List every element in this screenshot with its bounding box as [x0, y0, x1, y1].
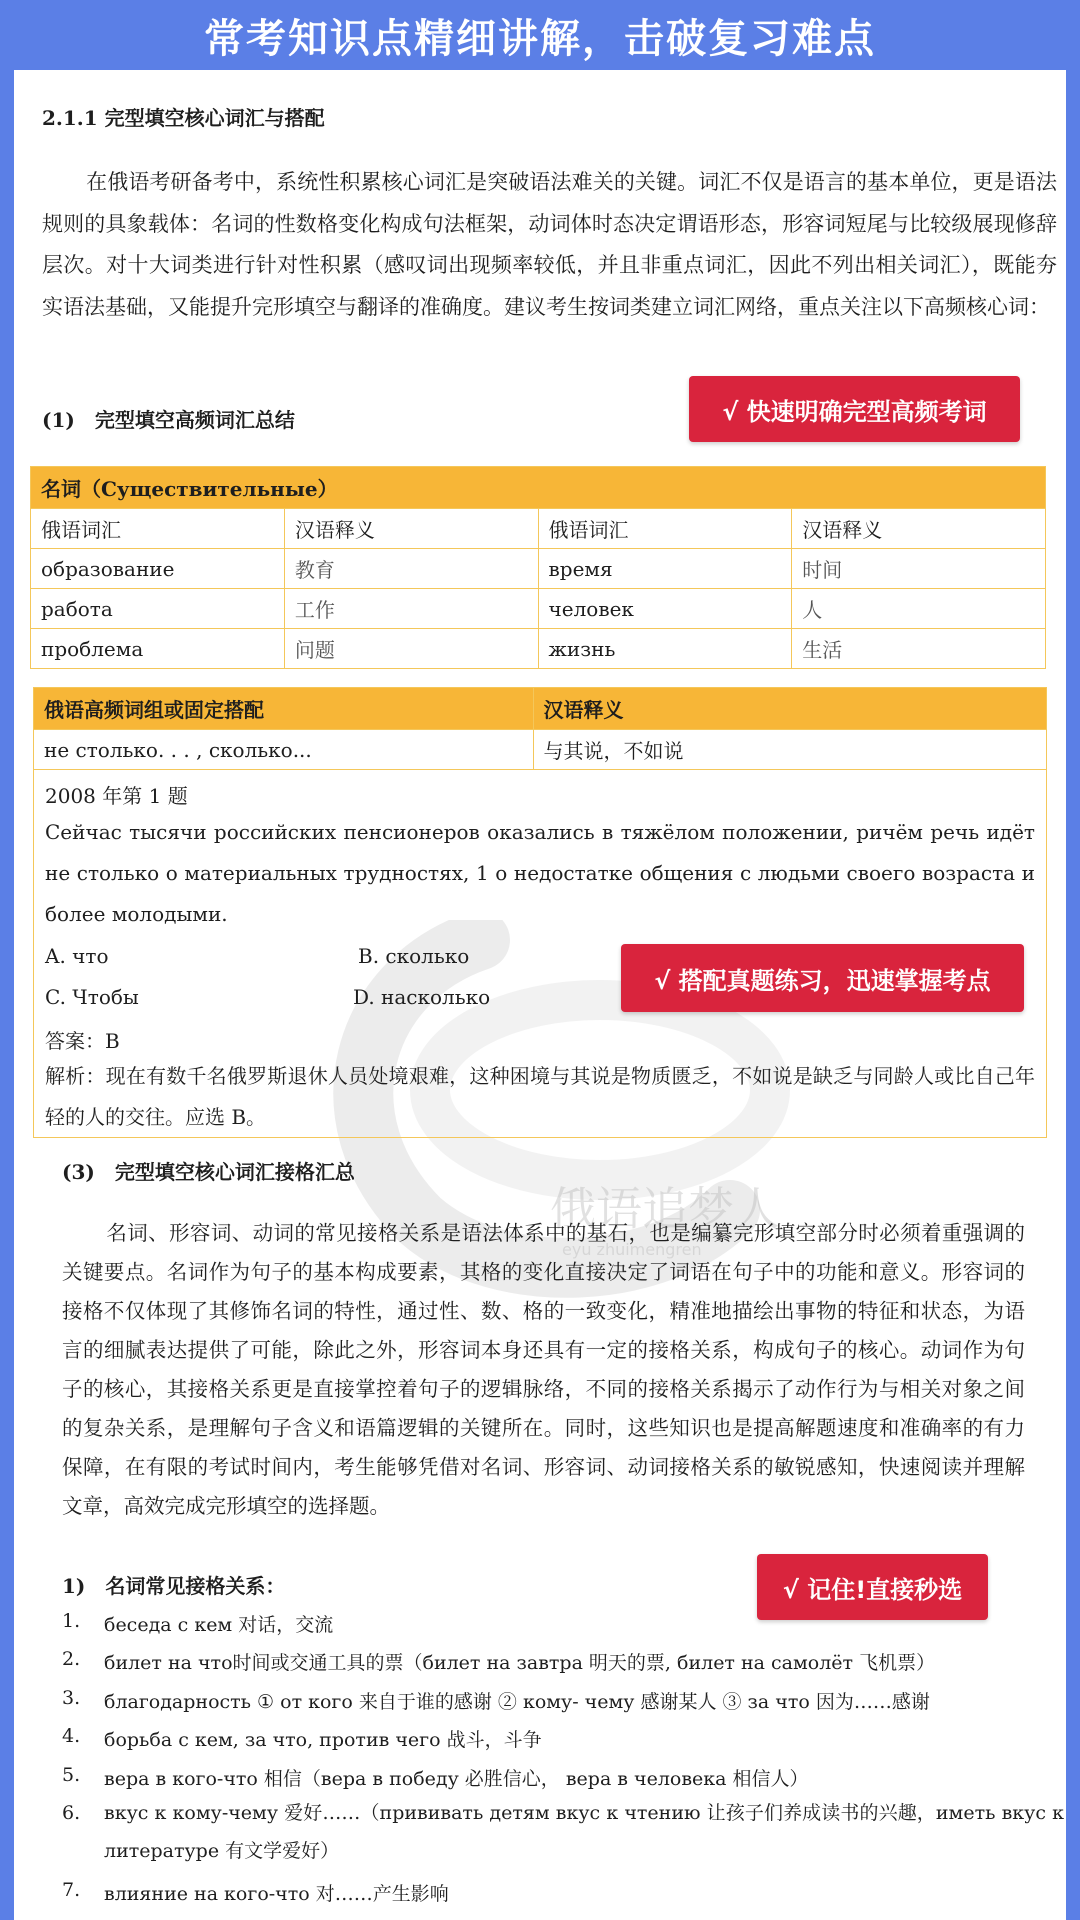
- case-paragraph: [62, 1214, 1025, 1526]
- table-row: [34, 730, 1047, 770]
- cell-chinese: 工作: [284, 589, 538, 629]
- answer-text: 答案：B: [45, 1029, 120, 1053]
- cell-chinese: 时间: [792, 549, 1046, 589]
- case-text: 名词、形容词、动词的常见接格关系是语法体系中的基石，也是编纂完形填空部分时必须着重强调的关键要点。名词作为句子的基本构成要素，其格的变化直接决定了词语在句子中的功能和意义。形容词的接格不仅体现了其修饰名词的特性，通过性、数、格的一致变化，精准地描绘出事物的特征和状态，为语言的细腻表达提供了可能，除此之外，形容词本身还具有一定的接格关系，构成句子的核心。动词作为句子的核心，其接格关系更是直接掌控着句子的逻辑脉络，不同的接格关系揭示了动作行为与相关对象之间的复杂关系，是理解句子含义和语篇逻辑的关键所在。同时，这些知识也是提高解题速度和准确率的有力保障，在有限的考试时间内，考生能够凭借对名词、形容词、动词接格关系的敏锐感知，快速阅读并理解文章，高效完成完形填空的选择题。: [62, 1221, 1025, 1518]
- badge-high-frequency: √ 快速明确完型高频考词: [689, 376, 1020, 442]
- subsection-heading-1: (1) 完型填空高频词汇总结: [42, 408, 295, 432]
- cell-russian: человек: [538, 589, 792, 629]
- col-header: 汉语释义: [284, 509, 538, 549]
- list-item: [62, 1802, 1064, 1878]
- option-d: D. насколько: [353, 985, 491, 1009]
- item-number: 5.: [62, 1764, 81, 1786]
- analysis-text: 解析：现在有数千名俄罗斯退休人员处境艰难，这种困境与其说是物质匮乏，不如说是缺乏与同龄人或比自己年轻的人的交往。应选 B。: [45, 1064, 1035, 1129]
- cell-russian: образование: [31, 549, 285, 589]
- col-header: 俄语词汇: [31, 509, 285, 549]
- cell-chinese: 问题: [284, 629, 538, 669]
- item-text: вера в кого-что 相信（вера в победу 必胜信心， вера в человека 相信人）: [104, 1768, 809, 1790]
- col-header: 汉语释义: [792, 509, 1046, 549]
- question-text: Сейчас тысячи российских пенсионеров оказались в тяжёлом положении, ричём речь идёт не столько о материальных трудностях, 1 о недостатке общения с людьми своего возраста и более молодыми.: [45, 820, 1035, 926]
- phrase-table: [33, 687, 1047, 770]
- option-a: A. что: [45, 944, 109, 968]
- subsection-heading-3: (3) 完型填空核心词汇接格汇总: [62, 1160, 355, 1184]
- option-c: C. Чтобы: [45, 985, 139, 1009]
- watermark-text: 俄语追梦人: [550, 1182, 780, 1236]
- list-item: [62, 1725, 1042, 1755]
- cell-chinese: 教育: [284, 549, 538, 589]
- noun-vocab-table: [30, 466, 1046, 669]
- noun-cases-heading: 1) 名词常见接格关系：: [62, 1574, 286, 1598]
- item-number: 7.: [62, 1879, 81, 1901]
- list-item: [62, 1648, 1042, 1678]
- noun-table-title-row: [31, 467, 1046, 509]
- intro-paragraph: [42, 162, 1057, 328]
- noun-table-header-row: [31, 509, 1046, 549]
- intro-text: 在俄语考研备考中，系统性积累核心词汇是突破语法难关的关键。词汇不仅是语言的基本单位，更是语法规则的具象载体：名词的性数格变化构成句法框架，动词体时态决定谓语形态，形容词短尾与比较级展现修辞层次。对十大词类进行针对性积累（感叹词出现频率较低，并且非重点词汇，因此不列出相关词汇），既能夯实语法基础，又能提升完形填空与翻译的准确度。建议考生按词类建立词汇网络，重点关注以下高频核心词：: [42, 170, 1057, 319]
- item-number: 4.: [62, 1725, 81, 1747]
- item-text: влияние на кого-что 对……产生影响: [104, 1883, 449, 1905]
- item-number: 3.: [62, 1687, 81, 1709]
- badge-memorize: √ 记住!直接秒选: [757, 1554, 988, 1620]
- item-text: билет на что时间或交通工具的票（билет на завтра 明天的票, билет на самолёт 飞机票）: [104, 1652, 936, 1674]
- cell-russian: время: [538, 549, 792, 589]
- cell-chinese: 人: [792, 589, 1046, 629]
- noun-table-title: 名词（Существительные）: [31, 467, 1046, 509]
- cell-russian: не столько. . . , сколько...: [34, 730, 534, 770]
- item-text: благодарность ① от кого 来自于谁的感谢 ② кому- чему 感谢某人 ③ за что 因为……感谢: [104, 1691, 930, 1713]
- cell-russian: проблема: [31, 629, 285, 669]
- item-number: 1.: [62, 1610, 81, 1632]
- col-header: 俄语词汇: [538, 509, 792, 549]
- watermark-pinyin: eyu zhuimengren: [562, 1240, 702, 1259]
- item-number: 2.: [62, 1648, 81, 1670]
- header-banner: [0, 0, 1080, 70]
- item-text: вкус к кому-чему 爱好……（прививать детям вкус к чтению 让孩子们养成读书的兴趣，иметь вкус к литературе 有文学爱好）: [104, 1802, 1064, 1862]
- phrase-table-header-row: [34, 688, 1047, 730]
- option-b: B. сколько: [358, 944, 470, 968]
- banner-title: 常考知识点精细讲解，击破复习难点: [204, 15, 876, 62]
- list-item: [62, 1879, 1042, 1909]
- list-item: [62, 1764, 1042, 1794]
- cell-chinese: 生活: [792, 629, 1046, 669]
- col-header: 汉语释义: [533, 688, 1046, 730]
- cell-chinese: 与其说，不如说: [533, 730, 1046, 770]
- item-text: борьба с кем, за что, против чего 战斗，斗争: [104, 1729, 542, 1751]
- item-number: 6.: [62, 1802, 81, 1824]
- item-text: беседа с кем 对话，交流: [104, 1614, 334, 1636]
- list-item: [62, 1610, 1042, 1640]
- table-row: [31, 589, 1046, 629]
- cell-russian: жизнь: [538, 629, 792, 669]
- cell-russian: работа: [31, 589, 285, 629]
- badge-practice: √ 搭配真题练习，迅速掌握考点: [621, 944, 1024, 1012]
- question-year: 2008 年第 1 题: [45, 784, 188, 808]
- table-row: [31, 629, 1046, 669]
- list-item: [62, 1687, 1042, 1717]
- table-row: [31, 549, 1046, 589]
- section-heading: 2.1.1 完型填空核心词汇与搭配: [42, 106, 325, 130]
- col-header: 俄语高频词组或固定搭配: [34, 688, 534, 730]
